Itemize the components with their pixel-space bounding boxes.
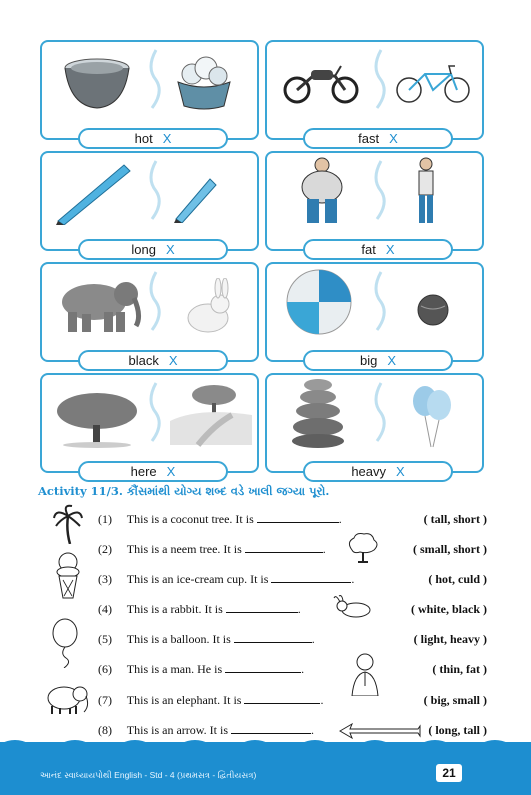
divider-swirl	[144, 270, 162, 332]
beach-ball-image	[285, 268, 353, 336]
answer-blank[interactable]	[245, 542, 323, 553]
question-end: .	[311, 632, 315, 646]
question-6	[98, 662, 304, 677]
question-number: (5)	[98, 632, 112, 646]
question-end: .	[311, 723, 314, 737]
card-hot	[40, 40, 259, 146]
steel-bowl-image	[62, 56, 132, 112]
answer-blank[interactable]	[271, 572, 351, 583]
answer-blank[interactable]	[257, 512, 339, 523]
options-8: ( long, tall )	[428, 723, 487, 737]
divider-swirl	[369, 48, 387, 110]
word-label	[78, 350, 228, 371]
cross-mark: X	[385, 242, 395, 257]
options-5: ( light, heavy )	[413, 632, 487, 646]
answer-blank[interactable]	[231, 723, 311, 734]
divider-swirl	[369, 159, 387, 221]
divider-swirl	[369, 270, 387, 332]
question-7	[98, 693, 323, 708]
cross-mark: X	[396, 464, 405, 479]
word-text: heavy	[351, 464, 387, 479]
word-text: fat	[361, 242, 376, 257]
question-end: .	[351, 572, 355, 586]
question-number: (7)	[98, 693, 112, 707]
question-text: This is a neem tree. It is	[126, 542, 242, 556]
card-fast	[265, 40, 484, 146]
rabbit-image	[178, 278, 238, 334]
divider-swirl	[144, 381, 162, 443]
short-pencil-image	[172, 173, 220, 223]
question-1	[98, 512, 342, 527]
ice-cream-icon	[56, 552, 80, 600]
divider-swirl	[369, 381, 387, 443]
question-number: (1)	[98, 512, 112, 526]
rabbit-icon	[330, 594, 376, 618]
options-1: ( tall, short )	[423, 512, 487, 526]
neem-tree-icon	[346, 532, 380, 564]
options-6: ( thin, fat )	[432, 662, 487, 676]
options-3: ( hot, culd )	[428, 572, 487, 586]
options-4: ( white, black )	[411, 602, 487, 616]
question-number: (8)	[98, 723, 112, 737]
word-text: hot	[134, 131, 153, 146]
card-big	[265, 262, 484, 368]
question-text: This is a coconut tree. It is	[126, 512, 254, 526]
stone-stack-image	[291, 377, 345, 449]
ice-dessert-image	[172, 52, 236, 114]
options-7: ( big, small )	[423, 693, 487, 707]
card-here	[40, 373, 259, 479]
palm-tree-icon	[52, 504, 84, 544]
cross-mark: X	[387, 353, 397, 368]
cross-mark: X	[166, 464, 176, 479]
page-number: 21	[436, 764, 462, 782]
word-label	[303, 239, 453, 260]
answer-blank[interactable]	[225, 662, 301, 673]
word-label	[78, 128, 228, 149]
question-number: (6)	[98, 662, 112, 676]
question-number: (3)	[98, 572, 112, 586]
balloons-image	[407, 381, 457, 449]
card-fat	[265, 151, 484, 257]
question-number: (2)	[98, 542, 112, 556]
word-label	[303, 128, 453, 149]
question-text: This is an arrow. It is	[126, 723, 228, 737]
word-label	[78, 239, 228, 260]
card-black	[40, 262, 259, 368]
cross-mark: X	[165, 242, 175, 257]
bicycle-image	[395, 62, 473, 104]
question-end: .	[338, 512, 342, 526]
cross-mark: X	[168, 353, 178, 368]
question-text: This is an elephant. It is	[126, 693, 242, 707]
question-number: (4)	[98, 602, 112, 616]
long-pencil-image	[54, 159, 134, 225]
man-icon	[350, 652, 380, 696]
divider-swirl	[144, 159, 162, 221]
word-text: black	[128, 353, 159, 368]
card-heavy	[265, 373, 484, 479]
fat-man-image	[297, 157, 347, 227]
divider-swirl	[144, 48, 162, 110]
near-tree-image	[54, 389, 140, 449]
word-text: fast	[358, 131, 380, 146]
answer-blank[interactable]	[244, 693, 320, 704]
question-end: .	[297, 602, 301, 616]
question-4	[98, 602, 301, 617]
options-2: ( small, short )	[413, 542, 487, 556]
balloon-icon	[50, 618, 80, 668]
word-label	[78, 461, 228, 482]
question-5	[98, 632, 315, 647]
card-long	[40, 151, 259, 257]
far-tree-image	[168, 381, 254, 447]
word-label	[303, 461, 453, 482]
word-text: long	[131, 242, 156, 257]
answer-blank[interactable]	[234, 632, 312, 643]
word-label	[303, 350, 453, 371]
question-text: This is a man. He is	[126, 662, 223, 676]
question-end: .	[301, 662, 305, 676]
activity-title: Activity 11/3. કૌંસમાંથી યોગ્ય શબ્દ વડે ખાલી જગ્યા પૂરો.	[38, 484, 330, 498]
word-text: big	[359, 353, 378, 368]
question-end: .	[322, 542, 326, 556]
question-2	[98, 542, 326, 557]
answer-blank[interactable]	[226, 602, 298, 613]
thin-man-image	[411, 157, 441, 227]
question-text: This is a balloon. It is	[126, 632, 231, 646]
word-text: here	[130, 464, 157, 479]
question-text: This is a rabbit. It is	[126, 602, 223, 616]
motorcycle-image	[283, 60, 361, 104]
cross-mark: X	[389, 131, 398, 146]
question-end: .	[320, 693, 324, 707]
elephant-image	[52, 272, 144, 334]
question-text: This is an ice-cream cup. It is	[126, 572, 269, 586]
footer-text: આનંદ સ્વાધ્યાયપોથી English - Std - 4 (પ્રથમસત્ર - દ્વિતીયસત્ર)	[40, 770, 257, 780]
cross-mark: X	[162, 131, 172, 146]
cricket-ball-image	[417, 294, 449, 326]
elephant-icon	[42, 682, 90, 716]
question-3	[98, 572, 354, 587]
